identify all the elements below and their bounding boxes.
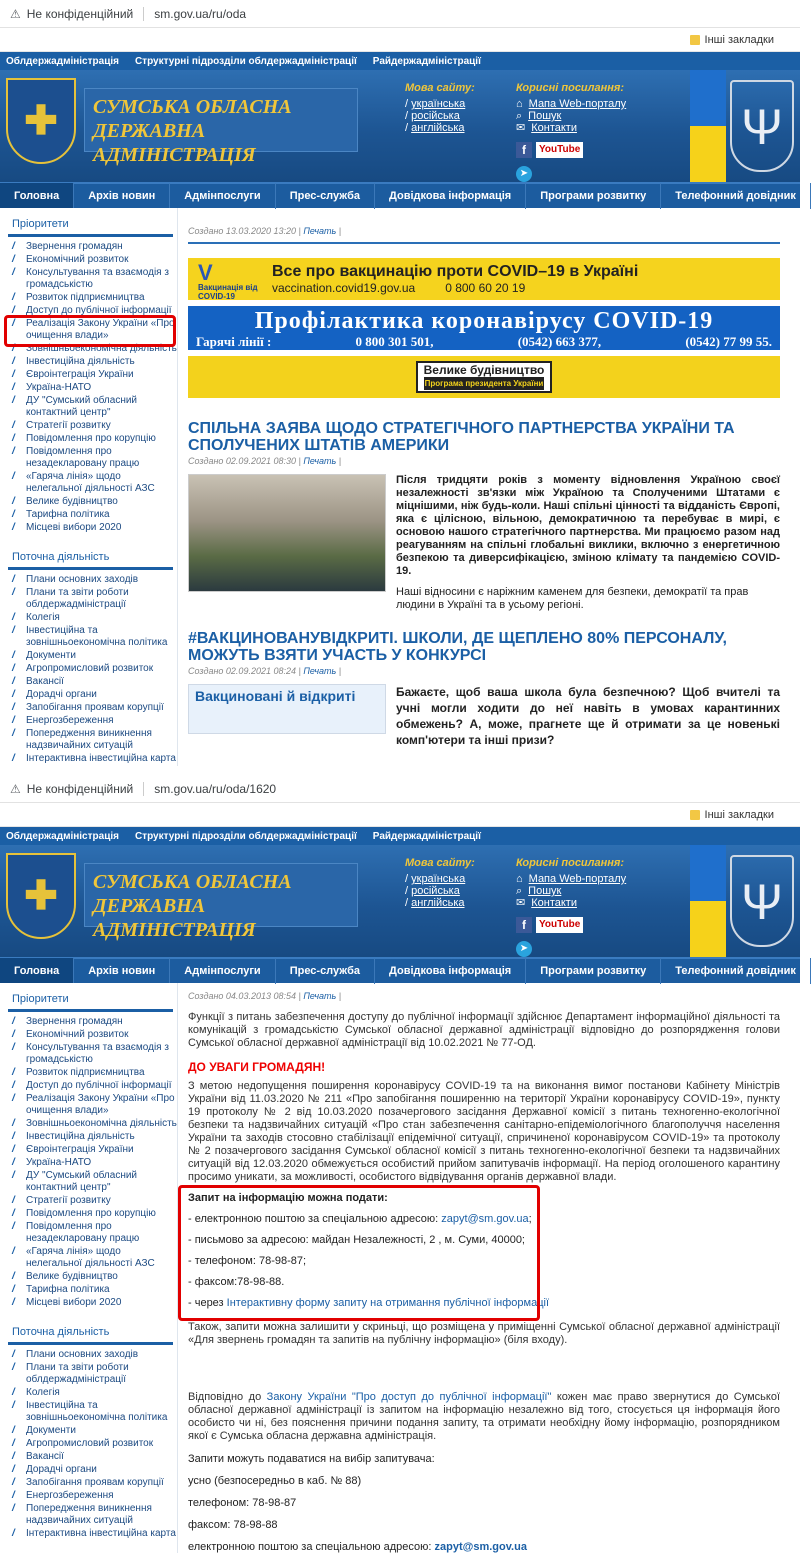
- email-link[interactable]: zapyt@sm.gov.ua: [434, 1541, 527, 1553]
- sidebar-item[interactable]: / Євроінтеграція України: [6, 369, 177, 381]
- sidebar-item[interactable]: / Економічний розвиток: [6, 1029, 177, 1041]
- sidebar-item[interactable]: / Розвиток підприємництва: [6, 1067, 177, 1079]
- sidebar-item[interactable]: / Велике будівництво: [6, 496, 177, 508]
- url-text[interactable]: sm.gov.ua/ru/oda: [154, 6, 247, 21]
- nav-press[interactable]: Прес-служба: [276, 958, 375, 984]
- link-search[interactable]: Пошук: [528, 110, 562, 122]
- telegram-icon[interactable]: ➤: [516, 941, 532, 957]
- address-bar[interactable]: [0, 775, 800, 803]
- nav-programs[interactable]: Програми розвитку: [526, 183, 661, 209]
- sidebar-item[interactable]: / Інвестиційна та зовнішньоекономічна політика: [6, 625, 177, 649]
- sidebar-item[interactable]: / Місцеві вибори 2020: [6, 1297, 177, 1309]
- site-title[interactable]: СУМСЬКА ОБЛАСНА ДЕРЖАВНА АДМІНІСТРАЦІЯ: [84, 88, 358, 152]
- sidebar-item[interactable]: / Плани основних заходів: [6, 574, 177, 586]
- ukraine-flag: [690, 845, 726, 957]
- sidebar-item[interactable]: / Україна-НАТО: [6, 382, 177, 394]
- page-body: [0, 208, 800, 766]
- other-bookmarks[interactable]: Інші закладки: [704, 33, 774, 46]
- sidebar-item[interactable]: / Плани та звіти роботи облдержадміністрації: [6, 587, 177, 611]
- nav-archive[interactable]: Архів новин: [74, 183, 170, 209]
- sidebar-item[interactable]: / Агропромисловий розвиток: [6, 1438, 177, 1450]
- sidebar-item[interactable]: / Розвиток підприємництва: [6, 292, 177, 304]
- print-link[interactable]: Печать: [303, 226, 337, 236]
- security-label: Не конфіденційний: [26, 781, 134, 796]
- request-methods: Запит на інформацію можна подати: - електронною поштою за спеціальною адресою: zapyt@sm.gov.ua; - письмово за адресою: майдан Незалежності, 2 , м. Суми, 40000; - телефоном: 78-98-87; - факсом:78-98-88. - через Інтерактивну форму запиту на отримання публічної інформації: [188, 1192, 780, 1309]
- bookmarks-bar: [0, 803, 800, 827]
- topnav-oda[interactable]: Облдержадміністрація: [6, 830, 119, 842]
- warning-icon: ⚠: [10, 6, 21, 21]
- box-text: Також, запити можна залишити у скриньці, що розміщена у приміщенні Сумської обласної державної адміністрації «Для звернень громадян та запитів на публічну інформацію» (біля входу).: [188, 1321, 780, 1346]
- sidebar-item[interactable]: / Економічний розвиток: [6, 254, 177, 266]
- news-meta-1: Создано 02.09.2021 08:30 | Печать |: [188, 456, 342, 466]
- nav-archive[interactable]: Архів новин: [74, 958, 170, 984]
- sidebar-item[interactable]: / Інтерактивна інвестиційна карта: [6, 753, 177, 765]
- other-bookmarks[interactable]: Інші закладки: [704, 808, 774, 821]
- print-link[interactable]: Печать: [303, 991, 337, 1001]
- sidebar-item-public-info[interactable]: / Доступ до публічної інформації: [6, 1080, 177, 1092]
- request-fax: - факсом:78-98-88.: [188, 1276, 285, 1288]
- sidebar-item[interactable]: / Попередження виникнення надзвичайних ситуацій: [6, 1503, 177, 1527]
- link-contacts[interactable]: Контакти: [531, 122, 577, 134]
- sidebar-item[interactable]: / Дорадчі органи: [6, 689, 177, 701]
- vaccination-logo: V Вакцинація від COVID-19: [198, 260, 258, 301]
- news-lead-1: Після тридцяти років з моменту відновлення Україною своєї незалежності зв'язки між Україною та Сполученими Штатами є міцнішими, ніж будь-коли. Наші спільні цінності та відданість Європі, яка є цілісною, вільною, демократичною та перебуває в мирі, є основою нашого стратегічного партнерства. Ми працюємо разом над реагуванням на спільні глобальні виклики, включно з енергетичною безпекою та диверсифікацією, зміною клімату та пандемією COVID-19.: [396, 474, 780, 577]
- topnav-rda[interactable]: Райдержадміністрації: [372, 830, 481, 842]
- language-block: Мова сайту: / українська / російська / англійська: [405, 82, 475, 134]
- site-banner: [0, 70, 800, 182]
- sidebar-item[interactable]: / Агропромисловий розвиток: [6, 663, 177, 675]
- news-title-1[interactable]: СПІЛЬНА ЗАЯВА ЩОДО СТРАТЕГІЧНОГО ПАРТНЕРСТВА УКРАЇНИ ТА СПОЛУЧЕНИХ ШТАТІВ АМЕРИКИ: [188, 420, 735, 454]
- sumy-emblem-icon[interactable]: ✚: [6, 853, 76, 939]
- sidebar-item[interactable]: / Зовнішньоекономічна діяльність: [6, 1118, 177, 1130]
- sitemap-icon: ⌂: [516, 98, 523, 110]
- link-sitemap[interactable]: Мапа Web-порталу: [528, 873, 627, 885]
- sidebar-item[interactable]: / Стратегії розвитку: [6, 1195, 177, 1207]
- sidebar-item[interactable]: / Велике будівництво: [6, 1271, 177, 1283]
- trident-icon: Ψ: [730, 80, 794, 172]
- sidebar-item[interactable]: / Вакансії: [6, 676, 177, 688]
- vaccination-headline: Все про вакцинацію проти COVID–19 в Україні: [272, 263, 639, 280]
- sidebar-item[interactable]: / Плани основних заходів: [6, 1349, 177, 1361]
- ways-heading: Запити можуть подаватися на вибір запитувача:: [188, 1453, 435, 1465]
- way-fax: факсом: 78-98-88: [188, 1519, 278, 1531]
- main-content: Создано 04.03.2013 08:54 | Печать | Функції з питань забезпечення доступу до публічної інформації здійснює Департамент інформаційної діяльності та комунікацій з громадськістю Сумської обласної державної адміністрації відповідно до розпорядження голови Сумської обласної державної адміністрації від 10.02.2021 № 77-ОД. ДО УВАГИ ГРОМАДЯН! З метою недопущення поширення коронавірусу COVID-19 та на виконання вимог постанови Кабінету Міністрів України від 11.03.2020 № 211 «Про запобігання поширенню на території України коронавірусу COVID-19», пункту 19 протоколу № 2 від 10.03.2020 позачергового засідання Державної комісії з питань техногенно-екологічної безпеки та надзвичайних ситуацій «Про стан забезпечення санітарно-епідеміологічного благополуччя населення України та заходів стосовно стабілізації епідемічної ситуації, спричиненої коронавірусом COVID-19» та протоколу № 2 позачергового засідання Сумської обласної комісії з питань техногенно-екологічної безпеки та надзвичайних ситуацій від 12.03.2020 обмежується особистий прийом запитувачів інформації. На період оголошеного карантину просимо уникати, за можливості, особистого відвідування органів державної влади. Запит на інформацію можна подати: - електронною поштою за спеціальною адресою: zapyt@sm.gov.ua; - письмово за адресою: майдан Незалежності, 2 , м. Суми, 40000; - телефоном: 78-98-87; - факсом:78-98-88. - через Інтерактивну форму запиту на отримання публічної інформації Також, запити можна залишити у скриньці, що розміщена у приміщенні Сумської обласної державної адміністрації «Для звернень громадян та запитів на публічну інформацію» (біля входу). Відповідно до Закону України "Про доступ до публічної інформації" кожен має право звернутися до Сумської обласної державної адміністрації із запитом на інформацію незалежно від того, стосується ця інформація його особисто чи ні, без пояснення причини подання запиту, та отримати необхідну йому інформацію, розпорядником якої є Сумська обласна державна адміністрація. Запити можуть подаватися на вибір запитувача: усно (безпосередньо в каб. № 88) телефоном: 78-98-87 факсом: 78-98-88 електронною поштою за спеціальною адресою: zapyt@sm.gov.ua: [188, 991, 781, 1553]
- main-nav: [0, 182, 800, 208]
- request-post: - письмово за адресою: майдан Незалежності, 2 , м. Суми, 40000;: [188, 1234, 525, 1246]
- news-text-1: Наші відносини є наріжним каменем для безпеки, демократії та прав людини в Україні та в усьому регіоні.: [396, 586, 749, 611]
- sidebar-item[interactable]: / Попередження виникнення надзвичайних ситуацій: [6, 728, 177, 752]
- language-block: Мова сайту: / українська / російська / англійська: [405, 857, 475, 909]
- nav-press[interactable]: Прес-служба: [276, 183, 375, 209]
- sidebar-item[interactable]: / Інвестиційна та зовнішньоекономічна політика: [6, 1400, 177, 1424]
- topnav-units[interactable]: Структурні підрозділи облдержадміністрації: [134, 830, 357, 842]
- sidebar-item[interactable]: / Тарифна політика: [6, 509, 177, 521]
- sidebar-item[interactable]: / «Гаряча лінія» щодо нелегальної діяльності АЗС: [6, 471, 177, 495]
- sidebar-item[interactable]: / Реалізація Закону України «Про очищення влади»: [6, 318, 177, 342]
- sidebar-item[interactable]: / Повідомлення про корупцію: [6, 1208, 177, 1220]
- topnav-units[interactable]: Структурні підрозділи облдержадміністрації: [134, 55, 357, 67]
- sidebar-item[interactable]: / Звернення громадян: [6, 241, 177, 253]
- sidebar-item[interactable]: / Звернення громадян: [6, 1016, 177, 1028]
- covid-notice: З метою недопущення поширення коронавірусу COVID-19 та на виконання вимог постанови Кабінету Міністрів України від 11.03.2020 № 211 «Про запобігання поширенню на території України коронавірусу COVID-19», пункту 19 протоколу № 2 від 10.03.2020 позачергового засідання Державної комісії з питань техногенно-екологічної безпеки та надзвичайних ситуацій «Про стан забезпечення санітарно-епідеміологічного благополуччя населення України та заходів стосовно стабілізації епідемічної ситуації, спричиненої коронавірусом COVID-19» та протоколу № 2 позачергового засідання Сумської обласної комісії з питань техногенно-екологічної безпеки та надзвичайних ситуацій від 12.03.2020 обмежується особистий прийом запитувачів інформації. На період оголошеного карантину просимо уникати, за можливості, особистого відвідування органів державної влади.: [188, 1080, 780, 1183]
- youtube-icon[interactable]: YouTube: [536, 917, 583, 933]
- law-link[interactable]: Закону України "Про доступ до публічної інформації": [266, 1391, 552, 1403]
- news-meta-2: Создано 02.09.2021 08:24 | Печать |: [188, 666, 342, 676]
- covid-prevention-banner[interactable]: Профілактика коронавірусу COVID-19 Гарячі лінії : 0 800 301 501, (0542) 663 377, (0542) 77 99 55.: [188, 306, 780, 350]
- sidebar-item[interactable]: / Інтерактивна інвестиційна карта: [6, 1528, 177, 1540]
- vaccination-phone: 0 800 60 20 19: [445, 281, 526, 295]
- sidebar-item[interactable]: / Вакансії: [6, 1451, 177, 1463]
- nav-programs[interactable]: Програми розвитку: [526, 958, 661, 984]
- url-text[interactable]: sm.gov.ua/ru/oda/1620: [154, 781, 277, 796]
- sidebar-item[interactable]: / Дорадчі органи: [6, 1464, 177, 1476]
- citizens-alert: ДО УВАГИ ГРОМАДЯН!: [188, 1060, 326, 1074]
- lang-english[interactable]: англійська: [411, 897, 465, 909]
- intro-text: Функції з питань забезпечення доступу до публічної інформації здійснює Департамент інформаційної діяльності та комунікацій з громадськістю Сумської обласної державної адміністрації відповідно до розпорядження голови Сумської обласної державної адміністрації від 10.02.2021 № 77-ОД.: [188, 1011, 780, 1049]
- sidebar-item[interactable]: / Реалізація Закону України «Про очищення влади»: [6, 1093, 177, 1117]
- sidebar-item[interactable]: / Енергозбереження: [6, 1490, 177, 1502]
- news-photo-1[interactable]: [188, 474, 386, 592]
- address-bar[interactable]: [0, 0, 800, 28]
- way-phone: телефоном: 78-98-87: [188, 1497, 297, 1509]
- mail-icon: ✉: [516, 897, 526, 909]
- sidebar-item[interactable]: / Енергозбереження: [6, 715, 177, 727]
- sidebar-item[interactable]: / Стратегії розвитку: [6, 420, 177, 432]
- request-phone: - телефоном: 78-98-87;: [188, 1255, 307, 1267]
- nav-reference[interactable]: Довідкова інформація: [375, 183, 526, 209]
- sidebar-item[interactable]: / Зовнішньоекономічна діяльність: [6, 343, 177, 355]
- facebook-icon[interactable]: f: [516, 142, 532, 158]
- ukraine-flag: [690, 70, 726, 182]
- screenshot-public-info: [0, 775, 800, 1553]
- folder-icon: [690, 35, 700, 45]
- trident-icon: Ψ: [730, 855, 794, 947]
- main-content: [178, 208, 800, 766]
- nav-home[interactable]: Головна: [0, 958, 74, 984]
- sidebar-item[interactable]: / Колегія: [6, 612, 177, 624]
- sidebar-item-public-info[interactable]: / Доступ до публічної інформації: [6, 305, 177, 317]
- news-item-2: [188, 684, 780, 748]
- sidebar-item[interactable]: / Інвестиційна діяльність: [6, 356, 177, 368]
- sidebar-item[interactable]: / Місцеві вибори 2020: [6, 522, 177, 534]
- bookmarks-bar: [0, 28, 800, 52]
- lang-russian[interactable]: російська: [411, 885, 460, 897]
- site-title[interactable]: СУМСЬКА ОБЛАСНА ДЕРЖАВНА АДМІНІСТРАЦІЯ: [84, 863, 358, 927]
- lang-ukrainian[interactable]: українська: [411, 98, 466, 110]
- sidebar: [0, 208, 178, 766]
- covid-headline: Профілактика коронавірусу COVID-19: [254, 308, 714, 334]
- sidebar-item[interactable]: / Євроінтеграція України: [6, 1144, 177, 1156]
- article-meta: Создано 13.03.2020 13:20 | Печать |: [188, 226, 342, 236]
- sidebar-item[interactable]: / Консультування та взаємодія з громадськістю: [6, 267, 177, 291]
- security-label: Не конфіденційний: [26, 6, 134, 21]
- sidebar-item[interactable]: / Плани та звіти роботи облдержадміністрації: [6, 1362, 177, 1386]
- lang-english[interactable]: англійська: [411, 122, 465, 134]
- sitemap-icon: ⌂: [516, 873, 523, 885]
- request-heading: Запит на інформацію можна подати:: [188, 1192, 388, 1204]
- sidebar: Пріоритети / Звернення громадян / Економічний розвиток / Консультування та взаємодія з громадськістю / Розвиток підприємництва / Доступ до публічної інформації / Реалізація Закону України «Про очищення влади» / Зовнішньоекономічна діяльність / Інвестиційна діяльність / Євроінтеграція України / Україна-НАТО / ДУ "Сумський обласний контактний центр" / Стратегії розвитку / Повідомлення про корупцію / Повідомлення про незадекларовану працю / «Гаряча лінія» щодо нелегальної діяльності АЗС / Велике будівництво / Тарифна політика / Місцеві вибори 2020 Поточна діяльність / Плани основних заходів / Плани та звіти роботи облдержадміністрації / Колегія / Інвестиційна та зовнішньоекономічна політика / Документи / Агропромисловий розвиток / Вакансії / Дорадчі органи / Запобігання проявам корупції / Енергозбереження / Попередження виникнення надзвичайних ситуацій / Інтерактивна інвестиційна карта: [0, 983, 178, 1553]
- sidebar-item[interactable]: / Тарифна політика: [6, 1284, 177, 1296]
- sidebar-item[interactable]: / Документи: [6, 650, 177, 662]
- sidebar-heading-priorities: Пріоритети: [8, 216, 173, 237]
- nav-admin-services[interactable]: Адмінпослуги: [170, 958, 275, 984]
- print-link[interactable]: Печать: [303, 666, 337, 676]
- links-heading: Корисні посилання:: [516, 82, 625, 94]
- sidebar-heading-current: Поточна діяльність: [8, 549, 173, 570]
- article-meta: Создано 04.03.2013 08:54 | Печать |: [188, 991, 342, 1001]
- news-title-2[interactable]: #ВАКЦИНОВАНУВІДКРИТІ. ШКОЛИ, ДЕ ЩЕПЛЕНО 80% ПЕРСОНАЛУ, МОЖУТЬ ВЗЯТИ УЧАСТЬ У КОНКУРСІ: [188, 630, 727, 664]
- sidebar-item[interactable]: / Запобігання проявам корупції: [6, 1477, 177, 1489]
- sidebar-item[interactable]: / Повідомлення про незадекларовану працю: [6, 446, 177, 470]
- highlight-request-methods: [178, 1185, 540, 1321]
- screenshot-oda-main: [0, 0, 800, 775]
- highlight-public-info: [4, 315, 176, 347]
- top-nav: [0, 827, 800, 845]
- big-construction-banner[interactable]: Велике будівництво Програма президента України: [188, 356, 780, 398]
- lang-heading: Мова сайту:: [405, 82, 475, 94]
- sidebar-item[interactable]: / Документи: [6, 1425, 177, 1437]
- news-item-1: [188, 474, 780, 612]
- sidebar-item[interactable]: / ДУ "Сумський обласний контактний центр": [6, 395, 177, 419]
- vaccination-banner[interactable]: [188, 258, 780, 300]
- link-search[interactable]: Пошук: [528, 885, 562, 897]
- lang-ukrainian[interactable]: українська: [411, 873, 466, 885]
- print-link[interactable]: Печать: [303, 456, 337, 466]
- link-contacts[interactable]: Контакти: [531, 897, 577, 909]
- news-lead-2: Бажаєте, щоб ваша школа була безпечною? Щоб вчителі та учні могли ходити до неї навіть в умовах карантинних обмежень? А, може, прагнете ще й отримати за це новенькі комп'ютери та інші призи?: [396, 685, 780, 747]
- sidebar-item[interactable]: / Повідомлення про корупцію: [6, 433, 177, 445]
- vaccination-site: vaccination.covid19.gov.ua: [272, 281, 416, 295]
- main-nav: [0, 957, 800, 983]
- telegram-icon[interactable]: ➤: [516, 166, 532, 182]
- search-icon: ⌕: [516, 110, 523, 122]
- mail-icon: ✉: [516, 122, 526, 134]
- facebook-icon[interactable]: f: [516, 917, 532, 933]
- request-email-link[interactable]: zapyt@sm.gov.ua: [441, 1213, 529, 1225]
- sumy-emblem-icon[interactable]: ✚: [6, 78, 76, 164]
- request-form-link[interactable]: Інтерактивну форму запиту на отримання публічної інформації: [226, 1297, 550, 1309]
- sidebar-item[interactable]: / Україна-НАТО: [6, 1157, 177, 1169]
- topnav-oda[interactable]: Облдержадміністрація: [6, 55, 119, 67]
- youtube-icon[interactable]: YouTube: [536, 142, 583, 158]
- lang-russian[interactable]: російська: [411, 110, 460, 122]
- sidebar-item[interactable]: / Інвестиційна діяльність: [6, 1131, 177, 1143]
- search-icon: ⌕: [516, 885, 523, 897]
- sidebar-item[interactable]: / Запобігання проявам корупції: [6, 702, 177, 714]
- sidebar-item[interactable]: / «Гаряча лінія» щодо нелегальної діяльності АЗС: [6, 1246, 177, 1270]
- top-nav: [0, 52, 800, 70]
- site-banner: [0, 845, 800, 957]
- sidebar-item[interactable]: / Колегія: [6, 1387, 177, 1399]
- nav-reference[interactable]: Довідкова інформація: [375, 958, 526, 984]
- folder-icon: [690, 810, 700, 820]
- link-sitemap[interactable]: Мапа Web-порталу: [528, 98, 627, 110]
- sidebar-item[interactable]: / ДУ "Сумський обласний контактний центр": [6, 1170, 177, 1194]
- nav-phonebook[interactable]: Телефонний довідник: [661, 183, 811, 209]
- nav-admin-services[interactable]: Адмінпослуги: [170, 183, 275, 209]
- news-photo-2[interactable]: Вакциновані й відкриті: [188, 684, 386, 734]
- topnav-rda[interactable]: Райдержадміністрації: [372, 55, 481, 67]
- nav-phonebook[interactable]: Телефонний довідник: [661, 958, 811, 984]
- sidebar-item[interactable]: / Повідомлення про незадекларовану працю: [6, 1221, 177, 1245]
- useful-links: [516, 82, 626, 182]
- sidebar-item[interactable]: / Консультування та взаємодія з громадськістю: [6, 1042, 177, 1066]
- warning-icon: ⚠: [10, 781, 21, 796]
- way-oral: усно (безпосередньо в каб. № 88): [188, 1475, 362, 1487]
- nav-home[interactable]: Головна: [0, 183, 74, 209]
- useful-links: Корисні посилання: ⌂ Мапа Web-порталу ⌕ Пошук ✉ Контакти f YouTube ➤: [516, 857, 626, 957]
